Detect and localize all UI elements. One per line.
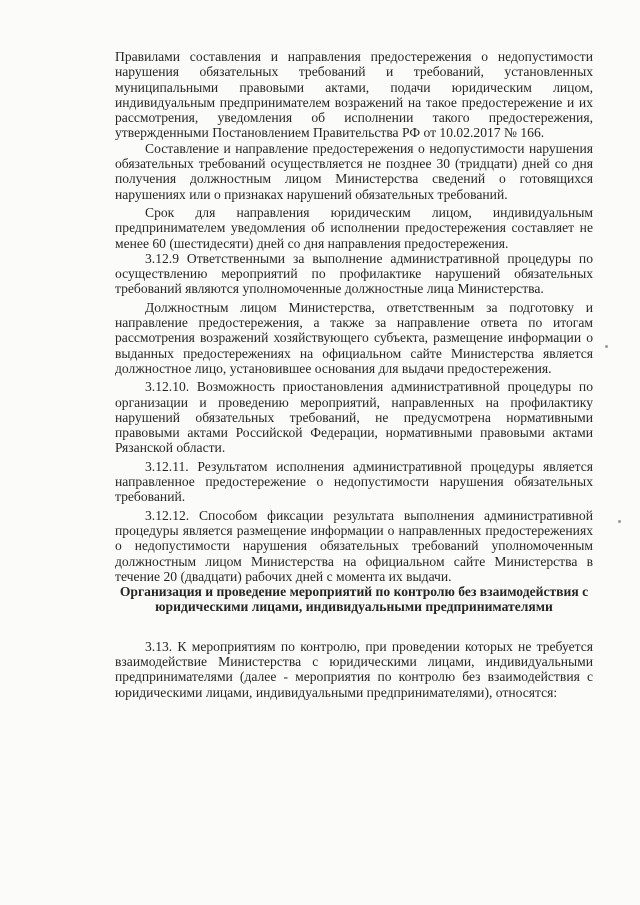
paragraph-3-12-12: 3.12.12. Способом фиксации результата выполнения административной процедуры является размещение информации о направленных предостережениях о недопустимости нарушения обязательных требований уполномоченным должностным лицом Министерства на официальном сайте Министерства в течение 20 (двадцати) рабочих дней с момента их выдачи. [115, 507, 593, 584]
paragraph-3-12-11: 3.12.11. Результатом исполнения административной процедуры является направленное предостережение о недопустимости нарушения обязательных требований. [115, 458, 593, 505]
paragraph-notification-term: Срок для направления юридическим лицом, индивидуальным предпринимателем уведомления об исполнении предостережения составляет не менее 60 (шестидесяти) дней со дня направления предостережения. [115, 204, 593, 251]
paragraph-3-13: 3.13. К мероприятиям по контролю, при проведении которых не требуется взаимодействие Министерства с юридическими лицами, индивидуальными предпринимателями (далее - мероприятия по контролю без взаимодействия с юридическими лицами, индивидуальными предпринимателями), относятся: [115, 638, 593, 700]
document-body [115, 49, 593, 700]
section-heading: Организация и проведение мероприятий по контролю без взаимодействия с юридическими лицами, индивидуальными предпринимателями [119, 584, 589, 615]
paragraph-3-12-10: 3.12.10. Возможность приостановления административной процедуры по организации и проведению мероприятий, направленных на профилактику нарушений обязательных требований, не предусмотрена нормативными правовыми актами Российской Федерации, нормативными правовыми актами Рязанской области. [115, 379, 593, 456]
paragraph-responsible-official: Должностным лицом Министерства, ответственным за подготовку и направление предостережения, а также за направление ответа по итогам рассмотрения возражений хозяйствующего субъекта, размещение информации о выданных предостережениях на официальном сайте Министерства является должностное лицо, установившее основания для выдачи предостережения. [115, 299, 593, 376]
paragraph-3-12-9: 3.12.9 Ответственными за выполнение административной процедуры по осуществлению мероприятий по профилактике нарушений обязательных требований являются уполномоченные должностные лица Министерства. [115, 250, 593, 297]
scan-speck [618, 520, 621, 523]
scan-speck [605, 345, 608, 348]
paragraph-rules-reference: Правилами составления и направления предостережения о недопустимости нарушения обязательных требований и требований, установленных муниципальными правовыми актами, подачи юридическим лицом, индивидуальным предпринимателем возражений на такое предостережение и их рассмотрения, уведомления об исполнении такого предостережения, утвержденными Постановлением Правительства РФ от 10.02.2017 № 166. [115, 49, 593, 141]
paragraph-warning-deadline: Составление и направление предостережения о недопустимости нарушения обязательных требований осуществляется не позднее 30 (тридцати) дней со дня получения должностным лицом Министерства сведений о готовящихся нарушениях или о признаках нарушений обязательных требований. [115, 140, 593, 202]
